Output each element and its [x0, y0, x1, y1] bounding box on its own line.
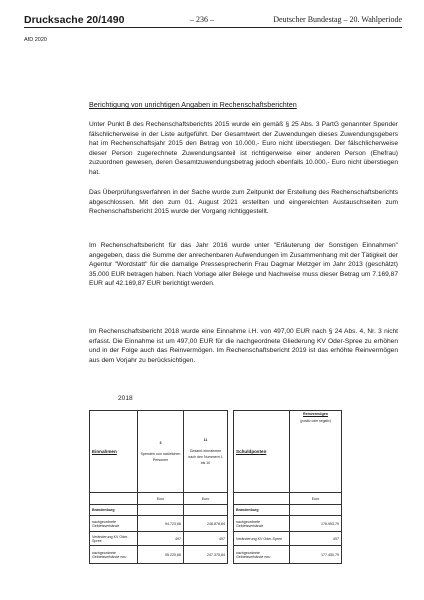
- net-assets-value: 176.953,79: [290, 516, 342, 532]
- donations-column-label: Spenden von natürlichen Personen: [140, 451, 181, 462]
- row-label-right: Brandenburg: [234, 505, 290, 516]
- net-assets-value: [290, 505, 342, 516]
- currency-empty-cell-right: [234, 493, 290, 505]
- total-column-number: 11: [203, 437, 208, 442]
- financial-table: [89, 410, 342, 564]
- donations-value: 95.220,66: [138, 546, 184, 564]
- table-row: [90, 532, 342, 546]
- page-number: – 236 –: [190, 15, 214, 24]
- section-title: Berichtigung von unrichtigen Angaben in Rechenschaftsberichten: [89, 100, 297, 109]
- liabilities-label: Schuldposten: [236, 449, 267, 454]
- table-row: [90, 505, 342, 516]
- currency-row: [90, 493, 342, 505]
- net-assets-value: 497: [290, 532, 342, 546]
- table-header-row: [90, 411, 342, 493]
- donations-header: [138, 411, 184, 493]
- document-reference: Drucksache 20/1490: [24, 14, 125, 26]
- paragraph-2: Das Überprüfungsverfahren in der Sache wurde zum Zeitpunkt der Erstellung des Rechenschaftsberichts abgeschlossen. Mit den zum 01. August 2021 erstellten und eingereichten Austauschseiten zum Rechenschaftsbericht 2015 wurde der Vorgang richtiggestellt.: [89, 189, 398, 215]
- total-income-header: [184, 411, 228, 493]
- net-assets-header: [290, 411, 342, 493]
- page-header: [24, 14, 402, 28]
- net-assets-sub-label: (positiv oder negativ): [300, 419, 331, 423]
- row-label: nachgeordnete Gebietsverbände neu: [90, 546, 138, 564]
- net-assets-value: 177.450,79: [290, 546, 342, 564]
- row-label-right: nachgeordnete Gebietsverbände: [234, 516, 290, 532]
- paragraph-1: Unter Punkt B des Rechenschaftsberichts 2015 wurde ein gemäß § 25 Abs. 3 PartG genannter Spender fälschlicherweise in der Liste aufgeführt. Der Gesamtwert der Zuwendungen dieses Zuwendungsgebers hat im Rechenschaftsjahr 2015 den Betrag von 10.000,- Euro nicht überstiegen. Der fälschlicherweise dieser Person zugerechnete Zuwendungsanteil ist richtigerweise einer anderen Person (Ehefrau) zuzuordnen gewesen, deren Gesamtzuwendungsbetrag jedoch ebenfalls 10.000,- Euro nicht überstiegen hat.: [89, 121, 398, 176]
- row-label-right: Veränderung KV Oder-Spree: [234, 532, 290, 546]
- currency-cell-2: Euro: [184, 493, 228, 505]
- row-label-right: nachgeordnete Gebietsverbände neu: [234, 546, 290, 564]
- total-value: 247.375,84: [184, 546, 228, 564]
- table-year: 2018: [118, 395, 133, 402]
- total-value: 248.878,84: [184, 516, 228, 532]
- party-label: AfD 2020: [24, 37, 47, 43]
- total-column-label: Gesamt-einnahmen nach den Nummern 1 bis 10: [188, 448, 223, 465]
- currency-cell-3: Euro: [290, 493, 342, 505]
- liabilities-label-cell: [234, 411, 290, 493]
- donations-value: 94.723,66: [138, 516, 184, 532]
- total-value: 497: [184, 532, 228, 546]
- paragraph-3: Im Rechenschaftsbericht für das Jahr 2016 wurde unter "Erläuterung der Sonstigen Einnahmen" angegeben, dass die Summe der anrechenbaren Aufwendungen im Zusammenhang mit der Tätigkeit der Agentur "Wordstatt" für die damalige Pressesprecherin Frau Dagmar Metzger im Jahr 2013 (geschätzt) 35.000 EUR betragen haben. Nach Vorlage aller Belege und Nachweise muss dieser Betrag um 7.169,87 EUR auf 42.169,87 EUR berichtigt werden.: [89, 242, 398, 287]
- table-row: [90, 516, 342, 532]
- donations-value: 497: [138, 532, 184, 546]
- net-assets-label: Reinvermögen: [303, 412, 328, 416]
- donations-column-number: 3: [159, 440, 162, 445]
- row-label: Veränderung KV Oder-Spree: [90, 532, 138, 546]
- income-label-cell: [90, 411, 138, 493]
- income-label: Einnahmen: [92, 449, 117, 454]
- donations-value: [138, 505, 184, 516]
- currency-empty-cell: [90, 493, 138, 505]
- row-label: Brandenburg: [90, 505, 138, 516]
- publisher-line: Deutscher Bundestag – 20. Wahlperiode: [273, 15, 402, 24]
- table-row: [90, 546, 342, 564]
- total-value: [184, 505, 228, 516]
- currency-cell-1: Euro: [138, 493, 184, 505]
- paragraph-4: Im Rechenschaftsbericht 2018 wurde eine Einnahme i.H. von 497,00 EUR nach § 24 Abs. 4, Nr. 3 nicht erfasst. Die Einnahme ist um 497,00 EUR für die nachgeordnete Gliederung KV Oder-Spree zu erhöhen und in der Folge auch das Reinvermögen. Im Rechenschaftsbericht 2019 ist das erhöhte Reinvermögen aus dem Vorjahr zu berücksichtigen.: [89, 328, 398, 364]
- row-label: nachgeordnete Gebietsverbände: [90, 516, 138, 532]
